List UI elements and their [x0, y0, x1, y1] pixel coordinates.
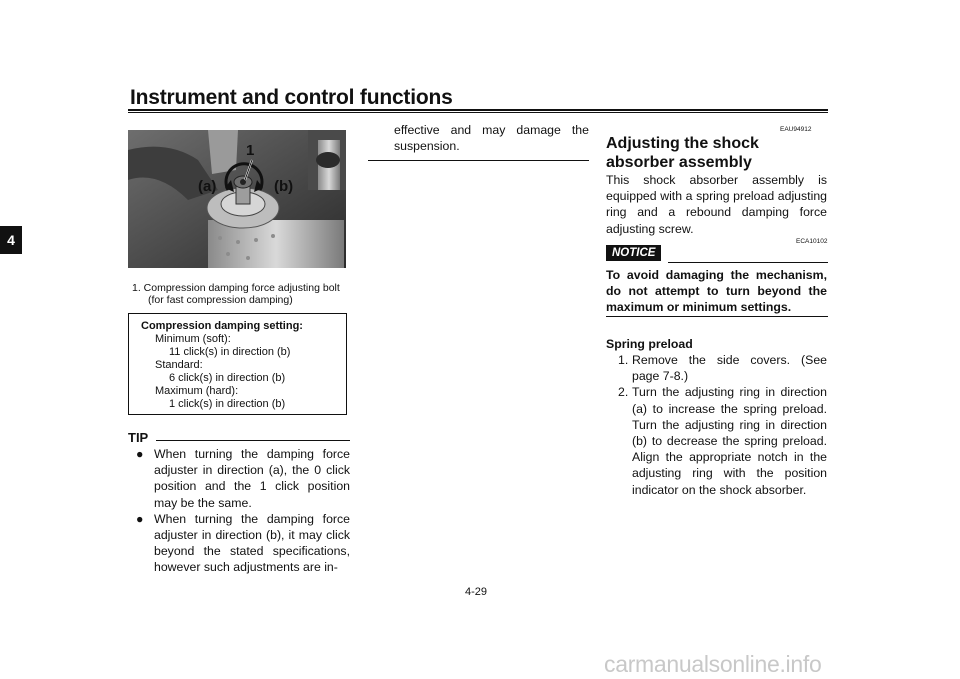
notice-code: ECA10102 — [796, 238, 828, 245]
damping-setting-box — [128, 313, 347, 415]
bullet-dot-icon: ● — [136, 447, 144, 461]
caption-line: (for fast compression damping) — [148, 294, 293, 306]
tip-rule — [156, 440, 350, 441]
step-text: Turn the adjusting ring in direction (a) to increase the spring preload. Turn the adjusting ring in direction (b) to decrease the spring preload. Align the appropriate notch in the adjusting ring with the position indicator on the shock absorber. — [632, 385, 827, 497]
tip-bullet-text: When turning the damping force adjuster in direction (a), the 0 click position and the 1 click position may be the same. — [154, 447, 350, 510]
bullet-dot-icon: ● — [136, 511, 144, 526]
header-rule-thin — [128, 112, 828, 113]
page-number: 4-29 — [465, 586, 488, 598]
caption-line: 1. Compression damping force adjusting bolt — [132, 282, 340, 294]
tip-bullet-text: When turning the damping force adjuster in direction (b), it may click beyond the stated specifications, however such adjustments are in- — [154, 511, 350, 575]
setting-label: Standard: — [155, 359, 203, 371]
setting-heading: Compression damping setting: — [141, 320, 303, 332]
notice-rule — [668, 262, 828, 263]
step-text: Remove the side covers. (See page 7-8.) — [632, 353, 827, 384]
page-title: Instrument and control functions — [130, 86, 453, 109]
notice-end-rule — [606, 316, 828, 317]
figure-caption — [132, 282, 352, 306]
step-item — [606, 384, 827, 497]
step-number: 2. — [618, 385, 629, 400]
chapter-tab: 4 — [0, 226, 22, 254]
setting-value: 11 click(s) in direction (b) — [169, 346, 291, 358]
notice-text: To avoid damaging the mechanism, do not attempt to turn beyond the maximum or minimum settings. — [606, 268, 827, 315]
tip-bullet — [128, 446, 350, 511]
tip-heading: TIP — [128, 430, 149, 445]
direction-b-label: (b) — [274, 178, 294, 195]
callout-1: 1 — [246, 142, 255, 159]
section-intro: This shock absorber assembly is equipped with a spring preload adjusting ring and a rebound damping force adjusting screw. — [606, 173, 827, 236]
tip-end-rule — [368, 160, 589, 161]
step-item — [606, 352, 827, 384]
step-number: 1. — [618, 353, 629, 367]
tip-continuation: effective and may damage the suspension. — [394, 123, 589, 154]
tip-bullet — [128, 511, 350, 576]
shock-absorber-photo — [128, 130, 346, 268]
setting-value: 6 click(s) in direction (b) — [169, 372, 286, 384]
watermark: carmanualsonline.info — [604, 651, 822, 677]
notice-badge: NOTICE — [606, 245, 661, 261]
section-code: EAU94912 — [780, 126, 812, 133]
header-rule — [128, 109, 828, 111]
tip-body — [128, 446, 350, 576]
direction-a-label: (a) — [198, 178, 217, 195]
steps-list — [606, 352, 827, 498]
setting-value: 1 click(s) in direction (b) — [169, 398, 286, 410]
setting-label: Minimum (soft): — [155, 333, 231, 345]
setting-label: Maximum (hard): — [155, 385, 239, 397]
subheading-spring-preload: Spring preload — [606, 337, 693, 351]
section-heading: Adjusting the shock absorber assembly — [606, 135, 759, 171]
